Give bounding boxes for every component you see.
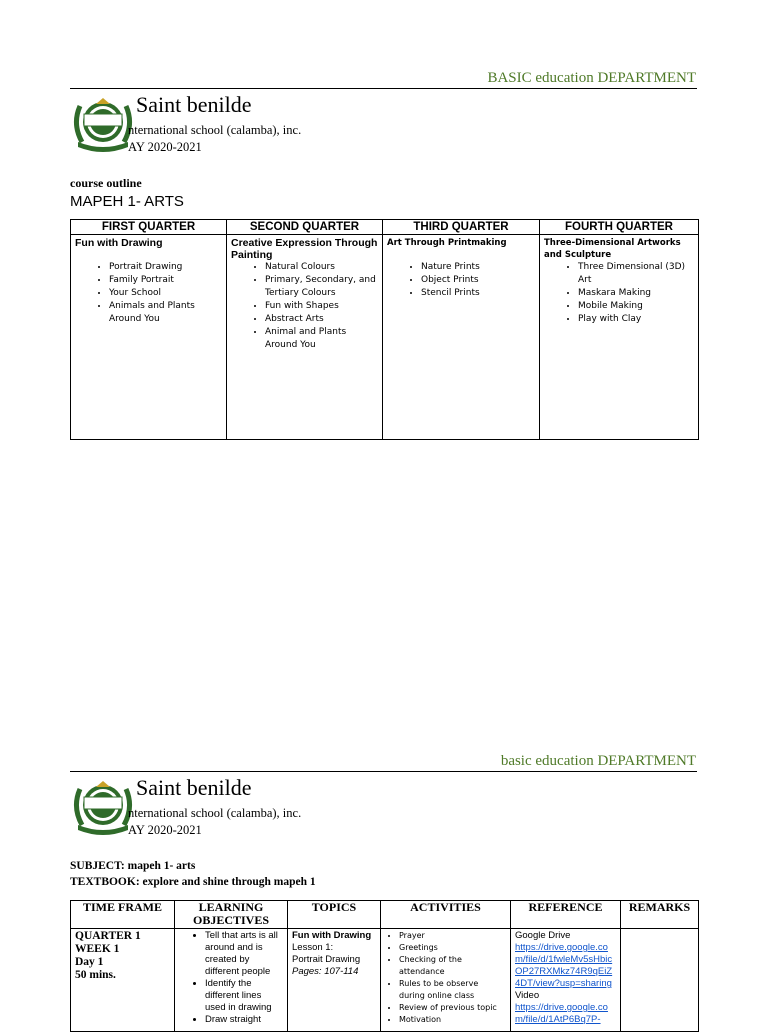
- column-header: TOPICS: [288, 901, 381, 929]
- topic-lesson: Lesson 1:: [292, 942, 334, 953]
- time-frame-line: 50 mins.: [75, 969, 116, 981]
- activity-item: • Greetings: [399, 942, 506, 954]
- school-seal-logo-icon: [70, 92, 136, 158]
- topic-name: Portrait Drawing: [292, 954, 361, 965]
- school-year: AY 2020-2021: [128, 140, 202, 154]
- textbook-line: TEXTBOOK: explore and shine through mapeh 1: [70, 876, 316, 888]
- list-item: • Family Portrait: [109, 274, 222, 287]
- list-item: • Maskara Making: [578, 287, 694, 300]
- remarks-cell: [621, 929, 699, 1032]
- activity-item: • Checking of the attendance: [399, 954, 506, 978]
- quarter-header: FIRST QUARTER: [71, 220, 227, 235]
- header-rule: [70, 771, 697, 772]
- quarter-header: THIRD QUARTER: [383, 220, 540, 235]
- course-outline-label: course outline: [70, 176, 142, 190]
- quarter-cell: [227, 235, 383, 440]
- course-outline-table: [70, 219, 699, 440]
- list-item: • Animal and Plants Around You: [265, 326, 378, 352]
- list-item: • Portrait Drawing: [109, 261, 222, 274]
- school-name: Saint benilde: [136, 775, 252, 800]
- list-item: • Abstract Arts: [265, 313, 378, 326]
- list-item: • Natural Colours: [265, 261, 378, 274]
- column-header: REMARKS: [621, 901, 699, 929]
- activity-item: • Review of previous topic: [399, 1002, 506, 1014]
- subject-block: [70, 858, 316, 890]
- objective-item: • Tell that arts is all around and is created by different people: [205, 930, 283, 978]
- time-frame-line: Day 1: [75, 956, 104, 968]
- list-item: • Your School: [109, 287, 222, 300]
- department-header: basic education DEPARTMENT: [500, 753, 696, 769]
- course-name: MAPEH 1- ARTS: [70, 193, 184, 210]
- school-year: AY 2020-2021: [128, 823, 202, 837]
- quarter-header: FOURTH QUARTER: [540, 220, 699, 235]
- subject-line: SUBJECT: mapeh 1- arts: [70, 860, 196, 872]
- table-row: [71, 929, 699, 1032]
- list-item: • Nature Prints: [421, 261, 535, 274]
- topics-cell: [288, 929, 381, 1032]
- school-seal-logo-icon: [70, 775, 136, 841]
- list-item: • Object Prints: [421, 274, 535, 287]
- column-header: LEARNING OBJECTIVES: [175, 901, 288, 929]
- reference-cell: [511, 929, 621, 1032]
- quarter-cell: [540, 235, 699, 440]
- quarter-cell: [383, 235, 540, 440]
- column-header: TIME FRAME: [71, 901, 175, 929]
- time-frame-cell: [71, 929, 175, 1032]
- time-frame-line: QUARTER 1: [75, 930, 141, 942]
- google-drive-link[interactable]: https://drive.google.com/file/d/1fwleMv5sHbicOP27RXMkz74R9qEiZ4DT/view?usp=sharing: [515, 942, 613, 989]
- column-header: REFERENCE: [511, 901, 621, 929]
- activity-item: • Prayer: [399, 930, 506, 942]
- objective-item: • Draw straight: [205, 1014, 283, 1026]
- lesson-plan-table: [70, 900, 699, 1032]
- objectives-cell: [175, 929, 288, 1032]
- quarter-title: Three-Dimensional Artworks and Sculpture: [544, 238, 681, 260]
- quarter-title: Art Through Printmaking: [387, 238, 507, 248]
- list-item: • Primary, Secondary, and Tertiary Colours: [265, 274, 378, 300]
- reference-label: Google Drive: [515, 930, 571, 941]
- list-item: • Animals and Plants Around You: [109, 300, 222, 326]
- video-link[interactable]: https://drive.google.com/file/d/1AtP6Bq7P-: [515, 1002, 608, 1025]
- quarter-title: Fun with Drawing: [75, 237, 163, 249]
- school-subtitle: nternational school (calamba), inc.: [128, 806, 302, 820]
- list-item: • Mobile Making: [578, 300, 694, 313]
- quarter-header: SECOND QUARTER: [227, 220, 383, 235]
- reference-label: Video: [515, 990, 540, 1001]
- list-item: • Play with Clay: [578, 313, 694, 326]
- list-item: • Three Dimensional (3D) Art: [578, 261, 694, 287]
- activity-item: • Motivation: [399, 1014, 506, 1026]
- list-item: • Fun with Shapes: [265, 300, 378, 313]
- activity-item: • Rules to be observe during online class: [399, 978, 506, 1002]
- header-rule: [70, 88, 697, 89]
- department-header: BASIC education DEPARTMENT: [487, 70, 696, 86]
- quarter-cell: [71, 235, 227, 440]
- school-subtitle: nternational school (calamba), inc.: [128, 123, 302, 137]
- objective-item: • Identify the different lines used in drawing: [205, 978, 283, 1014]
- topic-pages: Pages: 107-114: [292, 966, 359, 977]
- time-frame-line: WEEK 1: [75, 943, 120, 955]
- quarter-title: Creative Expression Through Painting: [231, 237, 378, 261]
- topic-title: Fun with Drawing: [292, 930, 372, 941]
- column-header: ACTIVITIES: [381, 901, 511, 929]
- activities-cell: [381, 929, 511, 1032]
- list-item: • Stencil Prints: [421, 287, 535, 300]
- school-name: Saint benilde: [136, 92, 252, 117]
